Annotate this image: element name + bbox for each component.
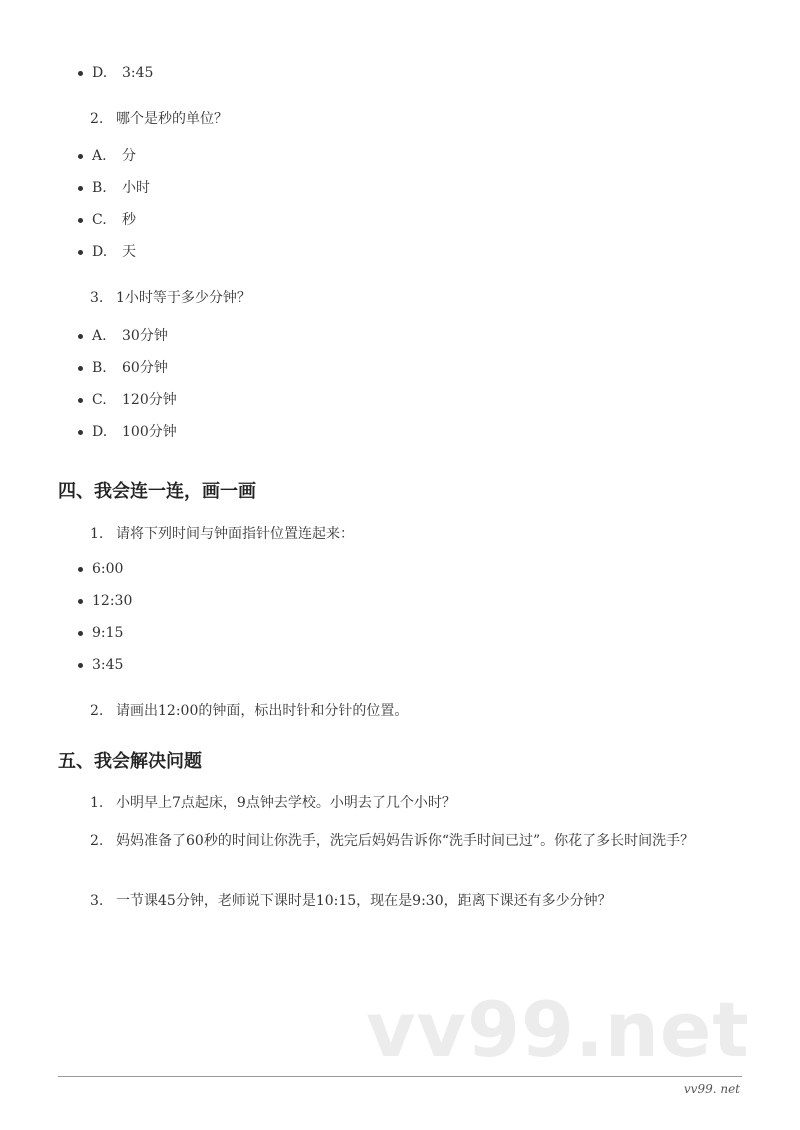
watermark: vv99.net (366, 985, 750, 1074)
q2-option-b: B. 小时 (78, 178, 150, 198)
bullet-icon (78, 218, 83, 223)
bullet-icon (78, 567, 83, 572)
q3-option-a: A. 30分钟 (78, 326, 168, 346)
bullet-icon (78, 250, 83, 255)
bullet-icon (78, 398, 83, 403)
footer-divider (58, 1076, 742, 1077)
bullet-icon (78, 366, 83, 371)
bullet-icon (78, 663, 83, 668)
bullet-icon (78, 71, 83, 76)
footer-site-label: vv99. net (683, 1082, 740, 1096)
q3-option-b: B. 60分钟 (78, 358, 168, 378)
bullet-icon (78, 154, 83, 159)
q2-option-c: C. 秒 (78, 210, 136, 230)
section-4-item-1: 1. 请将下列时间与钟面指针位置连起来： (90, 526, 354, 542)
bullet-icon (78, 599, 83, 604)
section-4-item-2: 2. 请画出12:00的钟面，标出时针和分针的位置。 (90, 703, 409, 719)
section-4-title: 四、我会连一连，画一画 (58, 481, 256, 502)
q2-option-a: A. 分 (78, 146, 136, 166)
bullet-icon (78, 430, 83, 435)
section-5-item-1: 1. 小明早上7点起床，9点钟去学校。小明去了几个小时？ (90, 795, 456, 811)
q3-option-d: D. 100分钟 (78, 422, 177, 442)
section-5-title: 五、我会解决问题 (58, 751, 202, 772)
question-3: 3. 1小时等于多少分钟？ (90, 290, 251, 306)
time-item: 3:45 (78, 655, 123, 675)
time-item: 12:30 (78, 591, 132, 611)
bullet-icon (78, 334, 83, 339)
q2-option-d: D. 天 (78, 242, 136, 262)
bullet-icon (78, 631, 83, 636)
question-2: 2. 哪个是秒的单位？ (90, 111, 228, 127)
bullet-icon (78, 186, 83, 191)
q3-option-c: C. 120分钟 (78, 390, 177, 410)
time-item: 9:15 (78, 623, 123, 643)
time-item: 6:00 (78, 559, 123, 579)
section-5-item-2: 2. 妈妈准备了60秒的时间让你洗手，洗完后妈妈告诉你“洗手时间已过”。你花了多长时间洗手？ (90, 833, 695, 849)
section-5-item-3: 3. 一节课45分钟，老师说下课时是10:15，现在是9:30，距离下课还有多少分钟？ (90, 893, 612, 909)
q1-option-d: D. 3:45 (78, 63, 153, 83)
